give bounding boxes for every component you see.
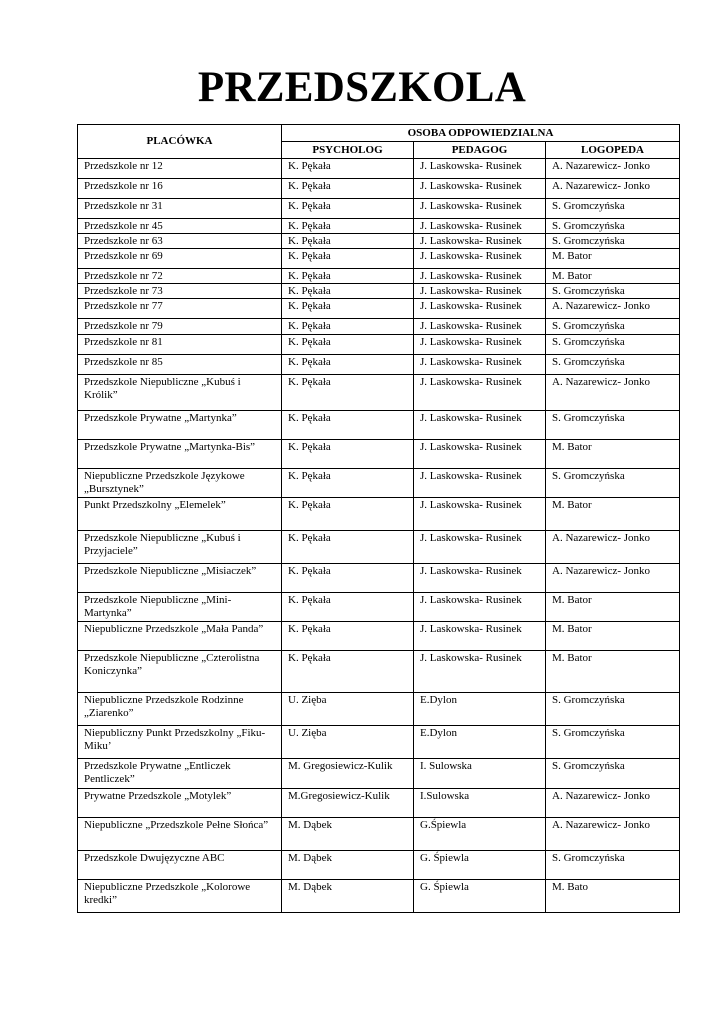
cell-logopeda: M. Bator xyxy=(546,249,680,269)
table-row xyxy=(78,199,680,219)
table-row xyxy=(78,355,680,375)
cell-pedagog: J. Laskowska- Rusinek xyxy=(414,593,546,622)
cell-pedagog: J. Laskowska- Rusinek xyxy=(414,440,546,469)
table-row xyxy=(78,759,680,789)
cell-psycholog: K. Pękała xyxy=(282,219,414,234)
table-row xyxy=(78,880,680,913)
cell-placowka: Niepubliczne Przedszkole Rodzinne „Ziarenko” xyxy=(78,693,282,726)
cell-psycholog: K. Pękała xyxy=(282,469,414,498)
cell-pedagog: G. Śpiewla xyxy=(414,880,546,913)
cell-placowka: Przedszkole nr 72 xyxy=(78,269,282,284)
cell-pedagog: J. Laskowska- Rusinek xyxy=(414,469,546,498)
cell-placowka: Przedszkole nr 77 xyxy=(78,299,282,319)
cell-logopeda: A. Nazarewicz- Jonko xyxy=(546,818,680,851)
cell-psycholog: K. Pękała xyxy=(282,199,414,219)
cell-pedagog: J. Laskowska- Rusinek xyxy=(414,651,546,693)
cell-pedagog: J. Laskowska- Rusinek xyxy=(414,179,546,199)
cell-pedagog: J. Laskowska- Rusinek xyxy=(414,249,546,269)
table-row xyxy=(78,440,680,469)
cell-pedagog: J. Laskowska- Rusinek xyxy=(414,284,546,299)
table-row xyxy=(78,284,680,299)
table-row xyxy=(78,335,680,355)
cell-psycholog: K. Pękała xyxy=(282,269,414,284)
cell-logopeda: S. Gromczyńska xyxy=(546,234,680,249)
cell-logopeda: A. Nazarewicz- Jonko xyxy=(546,179,680,199)
cell-psycholog: K. Pękała xyxy=(282,411,414,440)
cell-logopeda: M. Bator xyxy=(546,593,680,622)
cell-pedagog: J. Laskowska- Rusinek xyxy=(414,319,546,335)
table-row xyxy=(78,375,680,411)
table-row xyxy=(78,693,680,726)
table-row xyxy=(78,622,680,651)
cell-psycholog: K. Pękała xyxy=(282,651,414,693)
cell-pedagog: J. Laskowska- Rusinek xyxy=(414,269,546,284)
cell-pedagog: J. Laskowska- Rusinek xyxy=(414,199,546,219)
cell-psycholog: K. Pękała xyxy=(282,593,414,622)
cell-pedagog: J. Laskowska- Rusinek xyxy=(414,299,546,319)
cell-pedagog: J. Laskowska- Rusinek xyxy=(414,355,546,375)
cell-pedagog: J. Laskowska- Rusinek xyxy=(414,219,546,234)
table-row xyxy=(78,498,680,531)
cell-logopeda: S. Gromczyńska xyxy=(546,284,680,299)
cell-pedagog: G.Śpiewla xyxy=(414,818,546,851)
table-row xyxy=(78,234,680,249)
cell-placowka: Przedszkole nr 12 xyxy=(78,159,282,179)
cell-placowka: Przedszkole Niepubliczne „Kubuś i Przyjaciele” xyxy=(78,531,282,564)
cell-placowka: Niepubliczne Przedszkole „Kolorowe kredki” xyxy=(78,880,282,913)
cell-pedagog: J. Laskowska- Rusinek xyxy=(414,531,546,564)
cell-psycholog: K. Pękała xyxy=(282,440,414,469)
cell-logopeda: S. Gromczyńska xyxy=(546,411,680,440)
cell-placowka: Przedszkole Prywatne „Martynka-Bis” xyxy=(78,440,282,469)
cell-placowka: Przedszkole Niepubliczne „Czterolistna Koniczynka” xyxy=(78,651,282,693)
cell-psycholog: K. Pękała xyxy=(282,498,414,531)
cell-psycholog: K. Pękała xyxy=(282,531,414,564)
table-row xyxy=(78,789,680,818)
cell-pedagog: J. Laskowska- Rusinek xyxy=(414,564,546,593)
cell-psycholog: K. Pękała xyxy=(282,179,414,199)
table-row xyxy=(78,726,680,759)
header-psycholog: PSYCHOLOG xyxy=(282,142,414,159)
cell-psycholog: K. Pękała xyxy=(282,622,414,651)
cell-pedagog: E.Dylon xyxy=(414,726,546,759)
cell-placowka: Niepubliczne „Przedszkole Pełne Słońca” xyxy=(78,818,282,851)
cell-logopeda: S. Gromczyńska xyxy=(546,355,680,375)
header-placowka: PLACÓWKA xyxy=(78,125,282,159)
table-row xyxy=(78,179,680,199)
cell-logopeda: S. Gromczyńska xyxy=(546,726,680,759)
table-row xyxy=(78,469,680,498)
table-row xyxy=(78,818,680,851)
cell-psycholog: M. Dąbek xyxy=(282,851,414,880)
cell-logopeda: S. Gromczyńska xyxy=(546,319,680,335)
header-osoba-odpowiedzialna: OSOBA ODPOWIEDZIALNA xyxy=(282,125,680,142)
cell-placowka: Niepubliczny Punkt Przedszkolny „Fiku-Miku’ xyxy=(78,726,282,759)
cell-logopeda: M. Bator xyxy=(546,269,680,284)
cell-pedagog: E.Dylon xyxy=(414,693,546,726)
cell-pedagog: I. Sulowska xyxy=(414,759,546,789)
cell-logopeda: A. Nazarewicz- Jonko xyxy=(546,564,680,593)
cell-pedagog: J. Laskowska- Rusinek xyxy=(414,622,546,651)
cell-placowka: Przedszkole nr 69 xyxy=(78,249,282,269)
cell-psycholog: K. Pękała xyxy=(282,299,414,319)
cell-placowka: Przedszkole Niepubliczne „Misiaczek” xyxy=(78,564,282,593)
cell-logopeda: S. Gromczyńska xyxy=(546,219,680,234)
cell-placowka: Przedszkole Dwujęzyczne ABC xyxy=(78,851,282,880)
cell-logopeda: A. Nazarewicz- Jonko xyxy=(546,789,680,818)
cell-logopeda: S. Gromczyńska xyxy=(546,851,680,880)
cell-pedagog: J. Laskowska- Rusinek xyxy=(414,411,546,440)
table-row xyxy=(78,411,680,440)
cell-logopeda: M. Bato xyxy=(546,880,680,913)
cell-logopeda: M. Bator xyxy=(546,651,680,693)
cell-placowka: Przedszkole Niepubliczne „Kubuś i Królik” xyxy=(78,375,282,411)
cell-placowka: Przedszkole nr 79 xyxy=(78,319,282,335)
cell-placowka: Przedszkole Niepubliczne „Mini-Martynka” xyxy=(78,593,282,622)
header-pedagog: PEDAGOG xyxy=(414,142,546,159)
cell-psycholog: M.Gregosiewicz-Kulik xyxy=(282,789,414,818)
cell-psycholog: K. Pękała xyxy=(282,375,414,411)
cell-psycholog: K. Pękała xyxy=(282,234,414,249)
cell-logopeda: M. Bator xyxy=(546,498,680,531)
cell-pedagog: J. Laskowska- Rusinek xyxy=(414,335,546,355)
table-row xyxy=(78,593,680,622)
cell-pedagog: J. Laskowska- Rusinek xyxy=(414,159,546,179)
table-row xyxy=(78,651,680,693)
cell-logopeda: S. Gromczyńska xyxy=(546,759,680,789)
table-row xyxy=(78,851,680,880)
cell-logopeda: A. Nazarewicz- Jonko xyxy=(546,375,680,411)
cell-logopeda: S. Gromczyńska xyxy=(546,693,680,726)
cell-psycholog: M. Dąbek xyxy=(282,818,414,851)
responsibility-table xyxy=(77,124,680,913)
table-row xyxy=(78,219,680,234)
cell-psycholog: K. Pękała xyxy=(282,249,414,269)
cell-pedagog: J. Laskowska- Rusinek xyxy=(414,234,546,249)
cell-psycholog: K. Pękała xyxy=(282,159,414,179)
cell-psycholog: U. Zięba xyxy=(282,693,414,726)
cell-psycholog: K. Pękała xyxy=(282,335,414,355)
cell-placowka: Przedszkole nr 45 xyxy=(78,219,282,234)
cell-placowka: Punkt Przedszkolny „Elemelek” xyxy=(78,498,282,531)
table-row xyxy=(78,159,680,179)
table-row xyxy=(78,564,680,593)
cell-logopeda: S. Gromczyńska xyxy=(546,469,680,498)
table-body xyxy=(78,159,680,913)
cell-pedagog: J. Laskowska- Rusinek xyxy=(414,498,546,531)
cell-pedagog: G. Śpiewla xyxy=(414,851,546,880)
cell-placowka: Przedszkole Prywatne „Martynka” xyxy=(78,411,282,440)
table-row xyxy=(78,319,680,335)
cell-placowka: Niepubliczne Przedszkole „Mała Panda” xyxy=(78,622,282,651)
cell-placowka: Niepubliczne Przedszkole Językowe „Bursztynek” xyxy=(78,469,282,498)
cell-psycholog: K. Pękała xyxy=(282,319,414,335)
cell-logopeda: M. Bator xyxy=(546,622,680,651)
table-row xyxy=(78,269,680,284)
cell-logopeda: A. Nazarewicz- Jonko xyxy=(546,159,680,179)
table-header xyxy=(78,125,680,159)
cell-psycholog: K. Pękała xyxy=(282,284,414,299)
cell-logopeda: S. Gromczyńska xyxy=(546,199,680,219)
table-row xyxy=(78,249,680,269)
cell-logopeda: S. Gromczyńska xyxy=(546,335,680,355)
cell-placowka: Przedszkole nr 85 xyxy=(78,355,282,375)
cell-pedagog: J. Laskowska- Rusinek xyxy=(414,375,546,411)
cell-logopeda: A. Nazarewicz- Jonko xyxy=(546,299,680,319)
cell-placowka: Przedszkole nr 81 xyxy=(78,335,282,355)
cell-placowka: Przedszkole nr 31 xyxy=(78,199,282,219)
cell-placowka: Prywatne Przedszkole „Motylek” xyxy=(78,789,282,818)
table-row xyxy=(78,299,680,319)
table-row xyxy=(78,531,680,564)
cell-logopeda: A. Nazarewicz- Jonko xyxy=(546,531,680,564)
cell-placowka: Przedszkole nr 63 xyxy=(78,234,282,249)
cell-psycholog: M. Gregosiewicz-Kulik xyxy=(282,759,414,789)
cell-placowka: Przedszkole nr 16 xyxy=(78,179,282,199)
cell-psycholog: U. Zięba xyxy=(282,726,414,759)
cell-placowka: Przedszkole nr 73 xyxy=(78,284,282,299)
cell-pedagog: I.Sulowska xyxy=(414,789,546,818)
cell-psycholog: M. Dąbek xyxy=(282,880,414,913)
header-logopeda: LOGOPEDA xyxy=(546,142,680,159)
cell-psycholog: K. Pękała xyxy=(282,355,414,375)
page-title: PRZEDSZKOLA xyxy=(197,64,527,111)
cell-placowka: Przedszkole Prywatne „Entliczek Pentliczek” xyxy=(78,759,282,789)
cell-psycholog: K. Pękała xyxy=(282,564,414,593)
cell-logopeda: M. Bator xyxy=(546,440,680,469)
